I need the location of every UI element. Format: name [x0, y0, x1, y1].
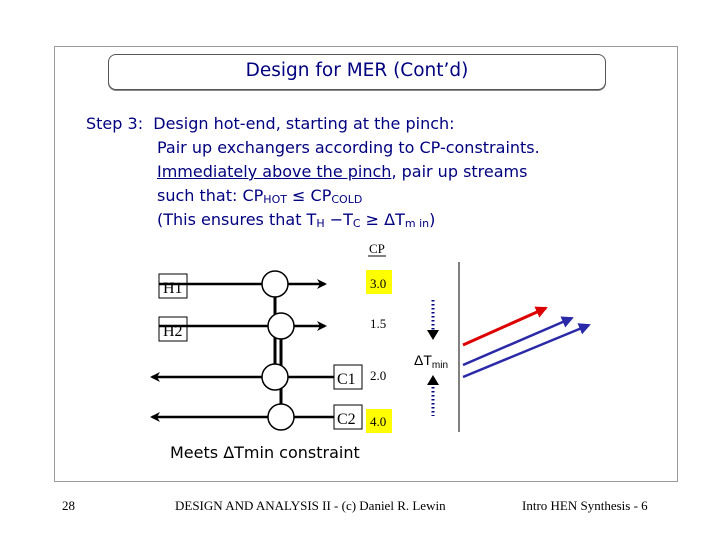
hot-stream-arrow	[463, 308, 546, 345]
exchanger-unit-c1	[262, 364, 288, 390]
th-sub: H	[316, 217, 325, 230]
tc-prefix: −T	[324, 210, 353, 229]
cp-cold-sub: COLD	[331, 193, 363, 206]
cp-header: CP	[369, 241, 385, 256]
step-line-3-rest: , pair up streams	[391, 162, 528, 181]
cp-value-c1: 2.0	[370, 368, 387, 383]
th-prefix: (This ensures that T	[157, 210, 317, 229]
footer-section: Intro HEN Synthesis - 6	[522, 498, 648, 513]
cold-stream-arrow-2	[463, 325, 589, 377]
step-line-3-underlined: Immediately above the pinch	[157, 162, 392, 181]
cold-stream-arrow-1	[463, 318, 572, 365]
cp-value-h1: 3.0	[370, 276, 387, 291]
stream-label-c1: C1	[337, 371, 356, 388]
stream-label-c2: C2	[337, 411, 356, 428]
dtmin-sub: m in	[404, 217, 430, 230]
dtmin-prefix: ≥ ΔT	[360, 210, 405, 229]
exchanger-unit-h1	[262, 271, 288, 297]
step-line-2: Pair up exchangers according to CP-constraints.	[157, 138, 540, 157]
exchanger-unit-c2	[268, 404, 294, 430]
page-number: 28	[62, 498, 75, 513]
exchanger-unit-h2	[268, 313, 294, 339]
close-paren: )	[429, 210, 436, 229]
stream-label-h2: H2	[163, 323, 183, 340]
cp-hot-sub: HOT	[263, 193, 287, 206]
footer-course: DESIGN AND ANALYSIS II - (c) Daniel R. Lewin	[175, 498, 446, 513]
tc-sub: C	[352, 217, 361, 230]
stream-label-h1: H1	[163, 280, 183, 297]
slide-title: Design for MER (Cont’d)	[245, 60, 469, 81]
dtmin-arrow-down	[427, 330, 439, 340]
cp-hot-prefix: such that: CP	[157, 186, 264, 205]
cp-value-h2: 1.5	[370, 316, 387, 331]
cp-cold-prefix: ≤ CP	[286, 186, 332, 205]
cp-value-c2: 4.0	[370, 414, 387, 429]
dtmin-label: $\Delta T_{min}$	[414, 352, 449, 371]
step-line-1-text: Design hot-end, starting at the pinch:	[153, 114, 455, 133]
dtmin-arrow-up	[427, 375, 439, 385]
step-label: Step 3:	[86, 114, 144, 133]
diagram-caption: Meets ΔTmin constraint	[170, 443, 360, 462]
